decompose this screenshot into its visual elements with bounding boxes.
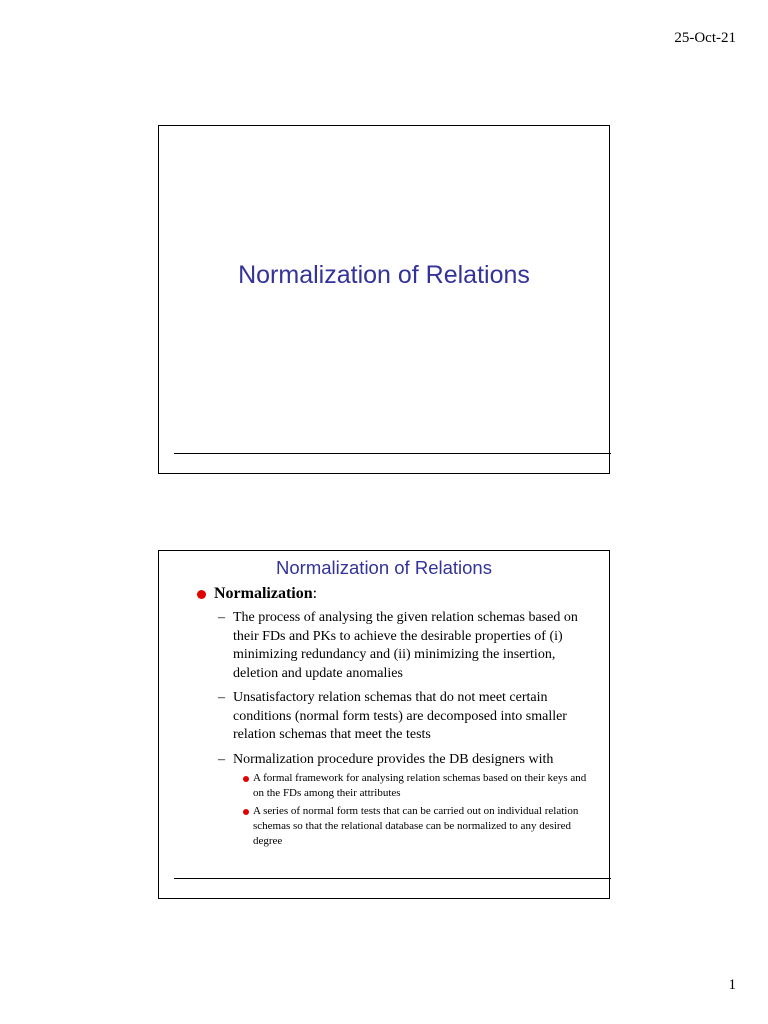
subpoint-item (243, 804, 597, 849)
bullet-normalization (197, 585, 597, 603)
dash-icon: – (218, 610, 225, 625)
subpoint-text: A series of normal form tests that can be carried out on individual relation schemas so that the relational database can be normalized to any desired degree (253, 805, 579, 847)
slide-footer-rule (174, 453, 611, 454)
slide-title-card (158, 125, 610, 474)
slide-body (197, 585, 597, 852)
point-text: Unsatisfactory relation schemas that do not meet certain conditions (normal form tests) are decomposed into smaller relation schemas that meet the tests (233, 690, 567, 742)
red-bullet-icon (243, 776, 249, 782)
point-item (218, 609, 597, 683)
dash-icon: – (218, 690, 225, 705)
red-bullet-icon (197, 590, 206, 599)
point-text: Normalization procedure provides the DB designers with (233, 751, 554, 767)
slide-content-card (158, 550, 610, 899)
subpoint-text: A formal framework for analysing relation schemas based on their keys and on the FDs among their attributes (253, 772, 587, 799)
dash-icon: – (218, 751, 225, 767)
page-date: 25-Oct-21 (674, 30, 736, 46)
point-item (218, 751, 597, 770)
bullet-heading: Normalization (214, 585, 313, 602)
slide-footer-rule (174, 878, 611, 879)
subpoint-list (243, 771, 597, 849)
red-bullet-icon (243, 809, 249, 815)
bullet-colon: : (312, 585, 318, 602)
slide-title: Normalization of Relations (238, 261, 530, 289)
point-item (218, 689, 597, 745)
subpoint-item (243, 771, 597, 801)
point-text: The process of analysing the given relation schemas based on their FDs and PKs to achieve the desirable properties of (i) minimizing redundancy and (ii) minimizing the insertion, deletion and update anomalies (233, 610, 578, 681)
slide-heading: Normalization of Relations (276, 557, 492, 578)
page-number: 1 (728, 977, 736, 993)
